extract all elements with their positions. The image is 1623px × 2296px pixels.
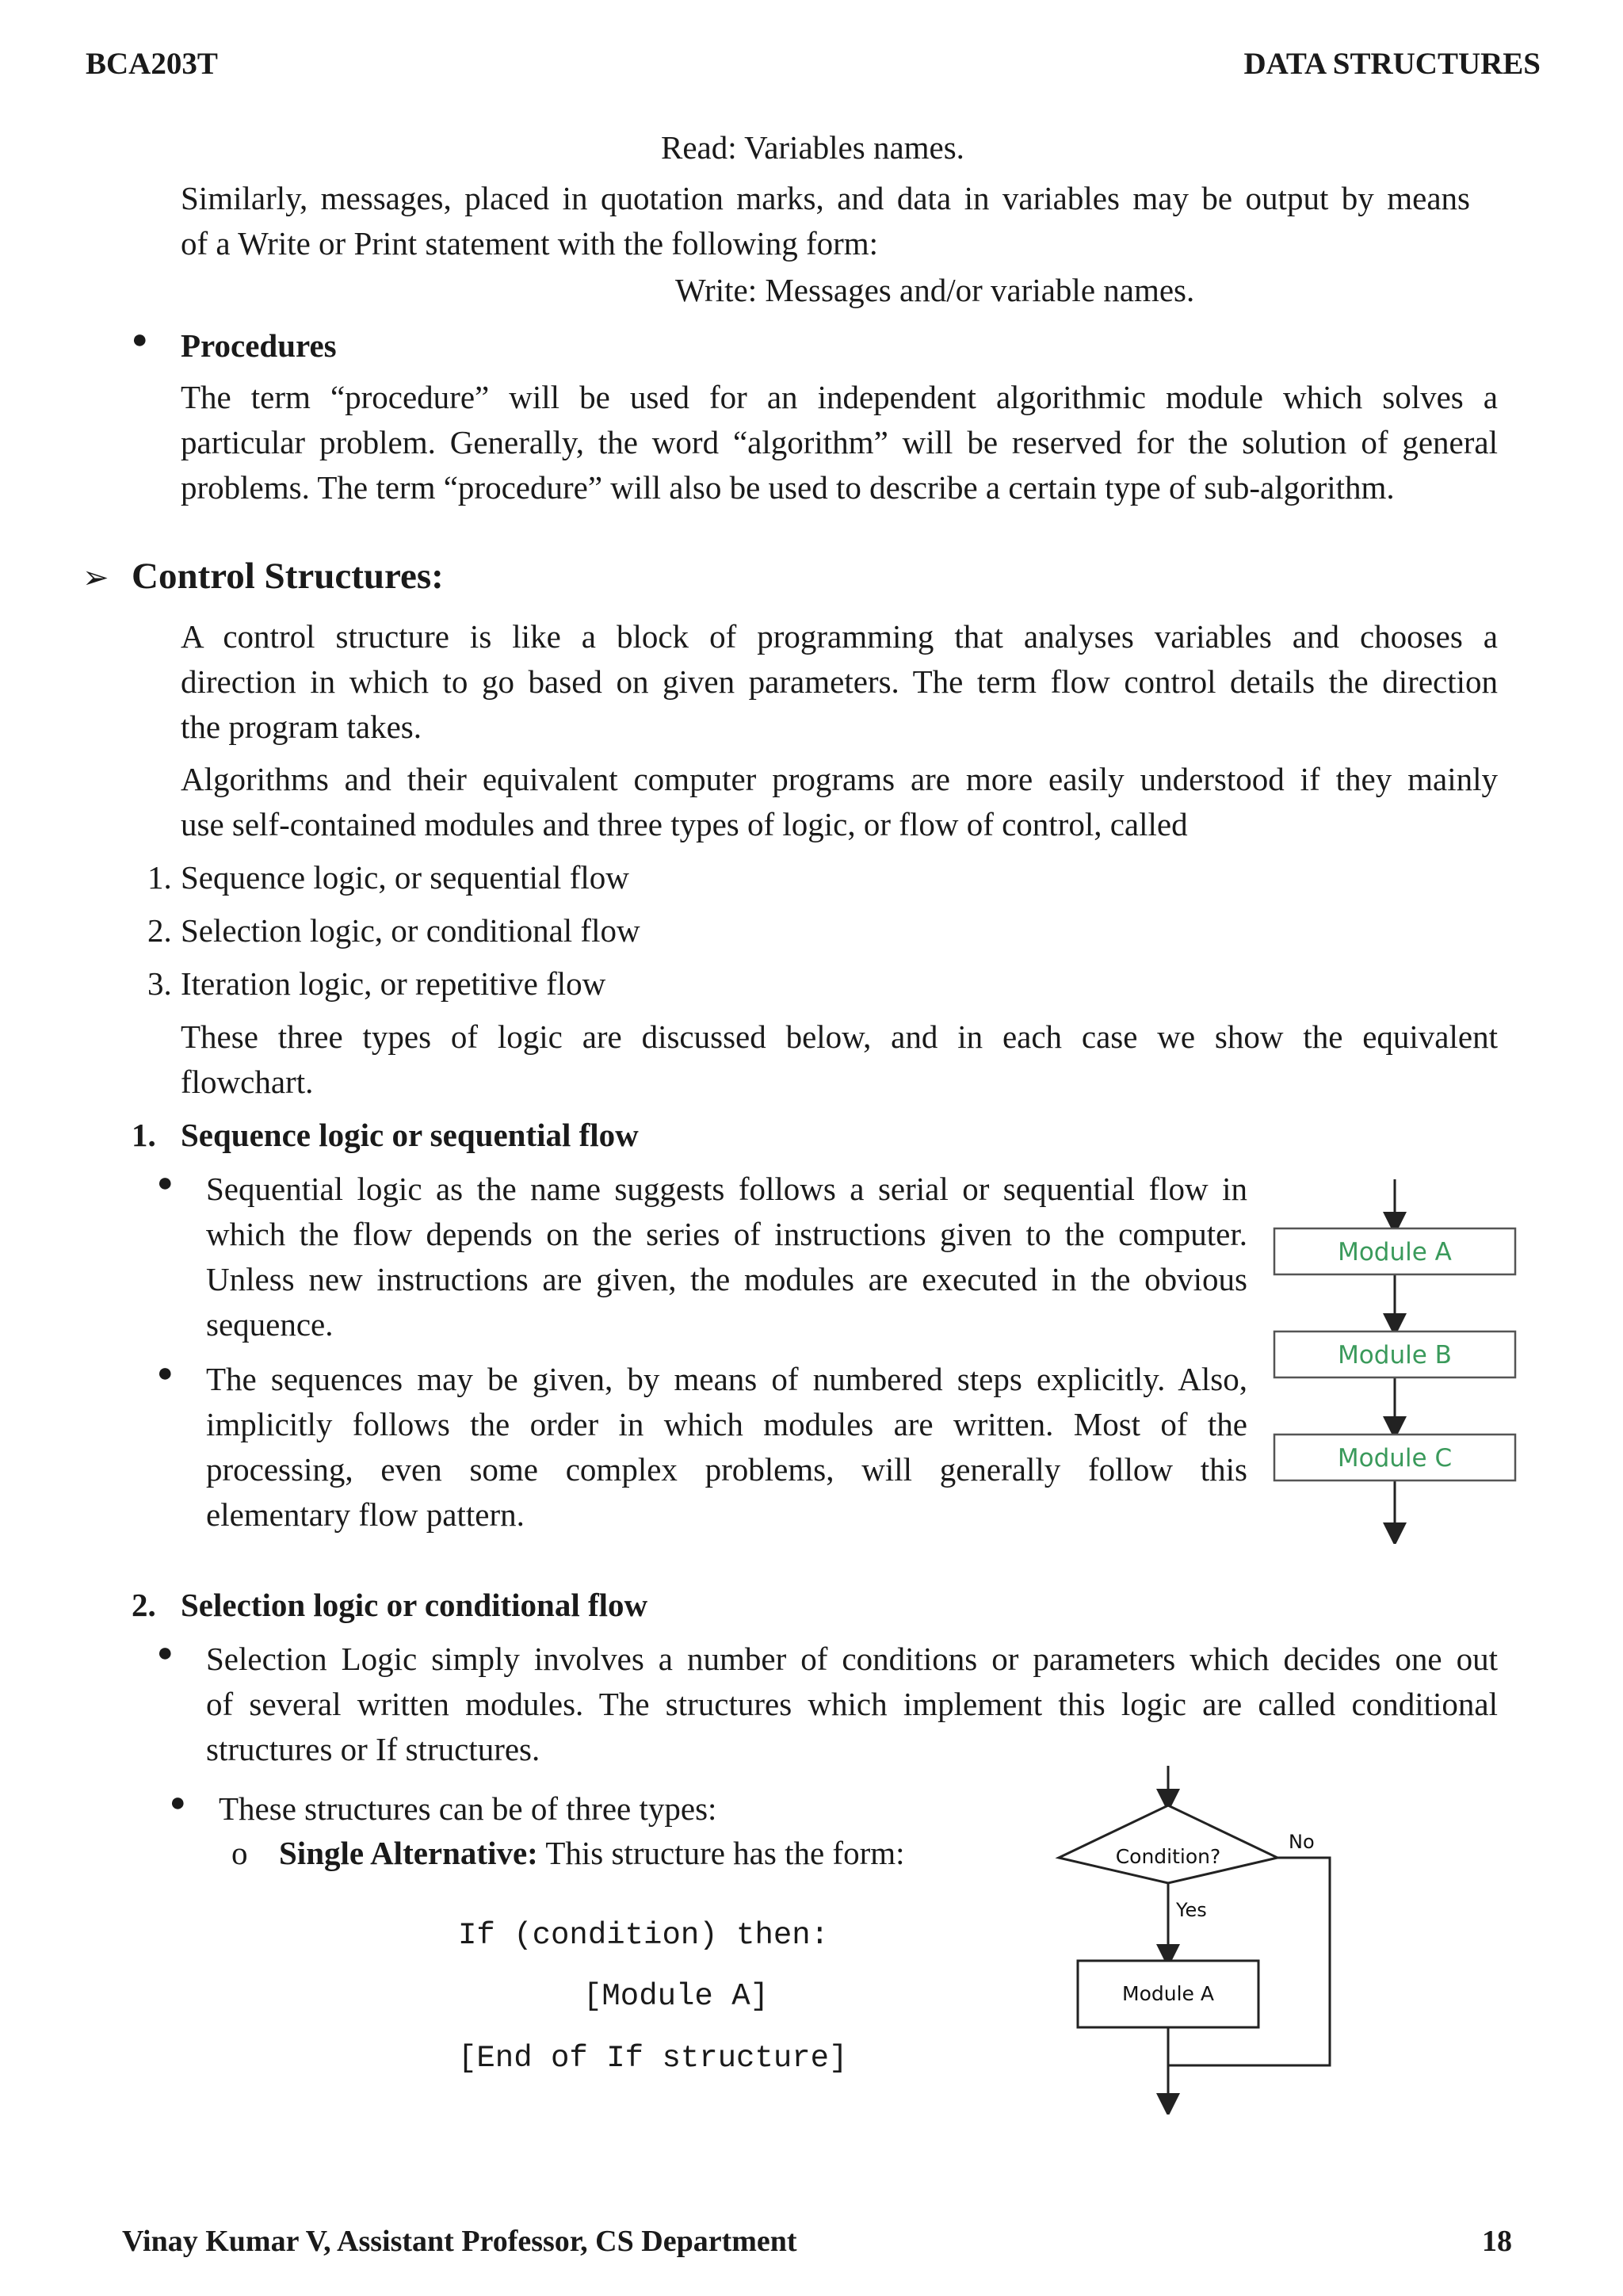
condition-label: Condition? <box>1115 1845 1221 1868</box>
control-p3-line: These three types of logic are discussed below, and in each case we show the equivalent <box>181 1018 1498 1055</box>
section-number: 2. <box>132 1587 156 1623</box>
module-b-label: Module B <box>1338 1341 1452 1370</box>
section-number: 1. <box>132 1117 156 1153</box>
footer-author: Vinay Kumar V, Assistant Professor, CS Department <box>122 2225 797 2258</box>
bullet-dot: ● <box>157 1638 174 1668</box>
list-item: Iteration logic, or repetitive flow <box>181 965 606 1002</box>
selection-b1-line: of several written modules. The structures which implement this logic are called conditional <box>206 1686 1498 1722</box>
list-item: Sequence logic, or sequential flow <box>181 859 629 896</box>
control-p1-line: the program takes. <box>181 709 422 745</box>
code-line: [Module A] <box>583 1979 769 2014</box>
sequence-b2-line: The sequences may be given, by means of numbered steps explicitly. Also, <box>206 1361 1247 1397</box>
list-number: 1. <box>147 859 172 896</box>
procedures-title: Procedures <box>181 327 337 364</box>
sequence-b2-line: processing, even some complex problems, will generally follow this <box>206 1451 1247 1488</box>
sequence-b2-line: implicitly follows the order in which modules are written. Most of the <box>206 1406 1247 1442</box>
bullet-dot: ● <box>157 1168 174 1198</box>
single-alternative-line <box>279 1831 905 1876</box>
control-p2-line: use self-contained modules and three types of logic, or flow of control, called <box>181 806 1188 842</box>
output-text-line: Similarly, messages, placed in quotation marks, and data in variables may be output by means <box>181 180 1470 216</box>
bullet-dot: ● <box>132 325 148 354</box>
sub-bullet-circle: o <box>231 1835 248 1871</box>
control-p1-line: direction in which to go based on given parameters. The term flow control details the direction <box>181 663 1498 700</box>
bullet-dot: ● <box>157 1358 174 1388</box>
sequence-b2-line: elementary flow pattern. <box>206 1496 525 1533</box>
page-number: 18 <box>1482 2225 1512 2258</box>
sequence-b1-line: which the flow depends on the series of instructions given to the computer. <box>206 1216 1247 1252</box>
sequence-b1-line: Unless new instructions are given, the modules are executed in the obvious <box>206 1261 1247 1297</box>
yes-label: Yes <box>1176 1899 1207 1921</box>
list-number: 2. <box>147 912 172 949</box>
subject-title: DATA STRUCTURES <box>1243 47 1541 81</box>
procedures-line: problems. The term “procedure” will also be used to describe a certain type of sub-algorithm. <box>181 469 1395 506</box>
bullet-dot: ● <box>170 1788 186 1817</box>
module-a-label: Module A <box>1338 1238 1452 1266</box>
no-label: No <box>1289 1831 1315 1853</box>
sequence-b1-line: sequence. <box>206 1306 334 1343</box>
arrow-bullet-icon: ➢ <box>82 560 109 596</box>
course-code: BCA203T <box>86 47 218 81</box>
module-c-label: Module C <box>1337 1444 1453 1473</box>
selection-title: Selection logic or conditional flow <box>181 1587 648 1623</box>
selection-flowchart <box>1054 1766 1355 2115</box>
write-statement: Write: Messages and/or variable names. <box>675 272 1195 308</box>
single-alternative-label: Single Alternative: <box>279 1835 538 1871</box>
selection-b2-text: These structures can be of three types: <box>219 1790 717 1827</box>
control-p2-line: Algorithms and their equivalent computer programs are more easily understood if they mainly <box>181 761 1498 797</box>
selection-b1-line: Selection Logic simply involves a number of conditions or parameters which decides one out <box>206 1641 1498 1677</box>
sequence-title: Sequence logic or sequential flow <box>181 1117 639 1153</box>
list-number: 3. <box>147 965 172 1002</box>
sequence-flowchart <box>1268 1179 1529 1544</box>
code-line: [End of If structure] <box>458 2041 848 2076</box>
control-p3-line: flowchart. <box>181 1064 314 1100</box>
control-p1-line: A control structure is like a block of programming that analyses variables and chooses a <box>181 618 1498 655</box>
output-text-line: of a Write or Print statement with the following form: <box>181 225 879 262</box>
read-statement: Read: Variables names. <box>661 129 964 166</box>
single-alternative-text: This structure has the form: <box>537 1835 905 1871</box>
module-a-label: Module A <box>1122 1982 1214 2005</box>
procedures-line: particular problem. Generally, the word “algorithm” will be reserved for the solution of general <box>181 424 1498 460</box>
control-structures-heading: Control Structures: <box>132 556 444 597</box>
list-item: Selection logic, or conditional flow <box>181 912 640 949</box>
condition-diamond <box>1059 1805 1277 1883</box>
sequence-b1-line: Sequential logic as the name suggests follows a serial or sequential flow in <box>206 1171 1247 1207</box>
code-line: If (condition) then: <box>458 1918 830 1953</box>
selection-b1-line: structures or If structures. <box>206 1731 540 1767</box>
procedures-line: The term “procedure” will be used for an independent algorithmic module which solves a <box>181 379 1498 415</box>
